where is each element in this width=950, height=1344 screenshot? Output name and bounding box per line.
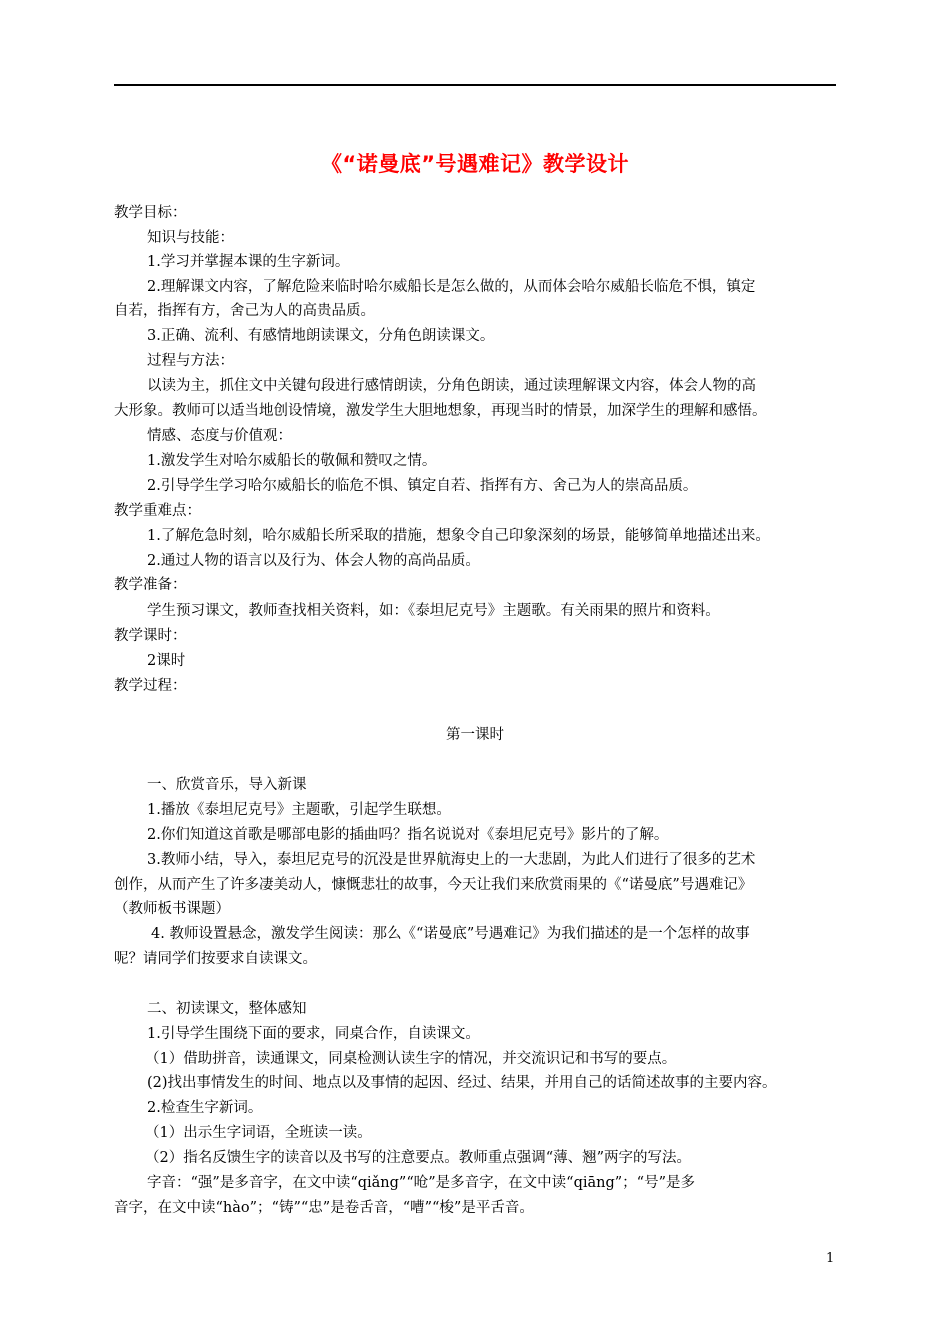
text-line: 1.激发学生对哈尔威船长的敬佩和赞叹之情。 — [147, 453, 437, 469]
text-line: 呢？请同学们按要求自读课文。 — [114, 951, 317, 967]
text-line: 2.理解课文内容，了解危险来临时哈尔威船长是怎么做的，从而体会哈尔威船长临危不惧，镇定 — [147, 279, 756, 295]
text-line: 2.通过人物的语言以及行为、体会人物的高尚品质。 — [147, 553, 480, 569]
subheading-attitude: 情感、态度与价值观： — [147, 428, 292, 444]
subheading-knowledge: 知识与技能： — [147, 230, 234, 246]
text-line: 学生预习课文，教师查找相关资料，如：《泰坦尼克号》主题歌。有关雨果的照片和资料。 — [147, 603, 720, 619]
text-line: 字音：“强”是多音字，在文中读“qiǎng”“呛”是多音字，在文中读“qiāng”；“号”是多 — [147, 1175, 695, 1191]
text-line: 2课时 — [147, 653, 186, 669]
text-line: 3.正确、流利、有感情地朗读课文，分角色朗读课文。 — [147, 328, 495, 344]
subheading-process: 过程与方法： — [147, 353, 234, 369]
text-line: 2.你们知道这首歌是哪部电影的插曲吗？指名说说对《泰坦尼克号》影片的了解。 — [147, 827, 669, 843]
page-number: 1 — [826, 1251, 835, 1266]
text-line: 2.检查生字新词。 — [147, 1100, 263, 1116]
section-heading-process: 教学过程： — [114, 678, 187, 694]
text-line: (2)找出事情发生的时间、地点以及事情的起因、经过、结果，并用自己的话简述故事的主要内容。 — [147, 1075, 777, 1091]
section-heading-preparation: 教学准备： — [114, 577, 187, 593]
text-line: 1.了解危急时刻，哈尔威船长所采取的措施，想象令自己印象深刻的场景，能够简单地描述出来。 — [147, 528, 770, 544]
lesson-heading: 第一课时 — [446, 727, 504, 743]
text-line: 1.引导学生围绕下面的要求，同桌合作，自读课文。 — [147, 1026, 480, 1042]
text-line: 2.引导学生学习哈尔威船长的临危不惧、镇定自若、指挥有方、舍己为人的崇高品质。 — [147, 478, 698, 494]
section-heading-periods: 教学课时： — [114, 628, 187, 644]
text-line: （1）出示生字词语，全班读一读。 — [145, 1125, 372, 1141]
text-line: （教师板书课题） — [114, 901, 230, 917]
text-line: 以读为主，抓住文中关键句段进行感情朗读，分角色朗读，通过读理解课文内容，体会人物的高 — [147, 378, 756, 394]
text-line: 4. 教师设置悬念，激发学生阅读：那么《“诺曼底”号遇难记》为我们描述的是一个怎样的故事 — [151, 926, 750, 942]
text-line: 1.学习并掌握本课的生字新词。 — [147, 254, 350, 270]
text-line: 1.播放《泰坦尼克号》主题歌，引起学生联想。 — [147, 802, 451, 818]
section-heading-keypoints: 教学重难点： — [114, 503, 201, 519]
text-line: 自若，指挥有方，舍己为人的高贵品质。 — [114, 303, 375, 319]
subsection-heading-1: 一、欣赏音乐，导入新课 — [147, 777, 307, 793]
text-line: （1）借助拼音，读通课文，同桌检测认读生字的情况，并交流识记和书写的要点。 — [145, 1051, 677, 1067]
text-line: 大形象。教师可以适当地创设情境，激发学生大胆地想象，再现当时的情景，加深学生的理解和感悟。 — [114, 403, 767, 419]
section-heading-goals: 教学目标： — [114, 205, 187, 221]
text-line: 音字，在文中读“hào”；“铸”“忠”是卷舌音，“嘈”“梭”是平舌音。 — [114, 1200, 534, 1216]
header-rule — [114, 84, 836, 86]
document-title: 《“诺曼底”号遇难记》教学设计 — [320, 152, 630, 176]
text-line: 3.教师小结，导入，泰坦尼克号的沉没是世界航海史上的一大悲剧，为此人们进行了很多的艺术 — [147, 852, 756, 868]
text-line: （2）指名反馈生字的读音以及书写的注意要点。教师重点强调“薄、翘”两字的写法。 — [145, 1150, 692, 1166]
text-line: 创作，从而产生了许多凄美动人，慷慨悲壮的故事，今天让我们来欣赏雨果的《“诺曼底”号遇难记》 — [114, 877, 753, 893]
subsection-heading-2: 二、初读课文，整体感知 — [147, 1001, 307, 1017]
